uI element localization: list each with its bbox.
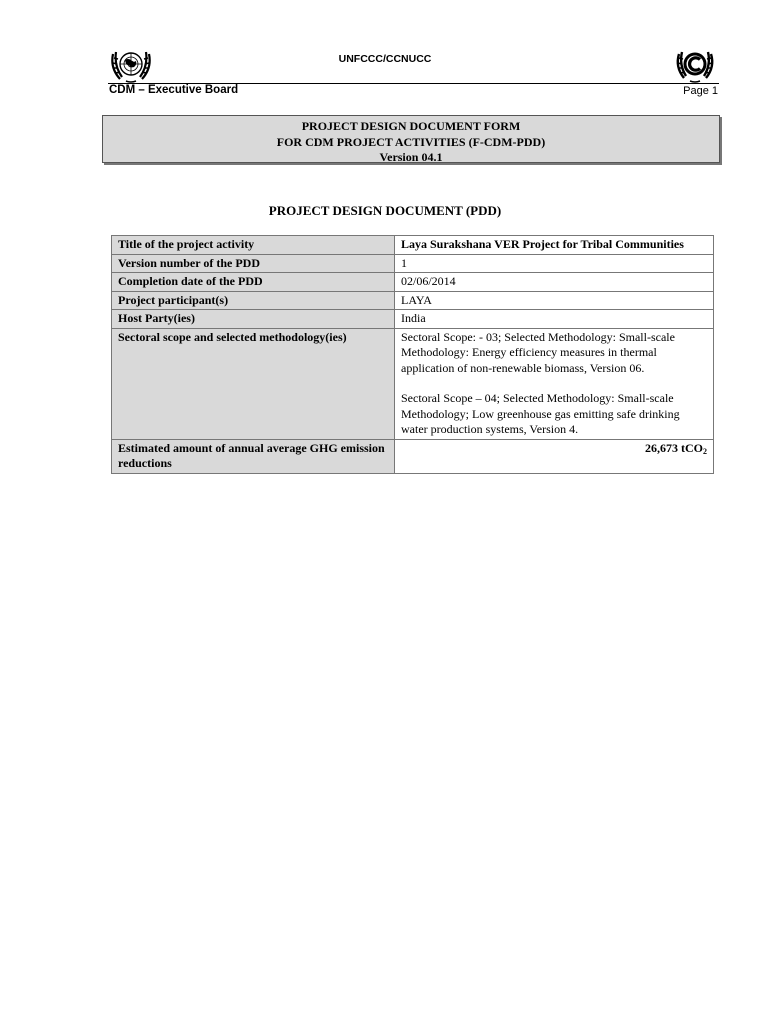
table-row — [112, 236, 714, 255]
emission-subscript: 2 — [703, 446, 707, 456]
form-title-line-2: FOR CDM PROJECT ACTIVITIES (F-CDM-PDD) — [276, 134, 546, 149]
table-row — [112, 328, 714, 439]
methodology-value — [395, 328, 714, 439]
table-row — [112, 291, 714, 310]
unfccc-emblem-icon — [672, 46, 718, 84]
table-row — [112, 310, 714, 329]
paragraph-spacer — [401, 376, 707, 391]
participant-value: LAYA — [395, 291, 714, 310]
project-title-value: Laya Surakshana VER Project for Tribal Communities — [395, 236, 714, 255]
form-version: Version 04.1 — [379, 150, 443, 164]
org-name: UNFCCC/CCNUCC — [338, 53, 432, 65]
row-label: Project participant(s) — [112, 291, 395, 310]
host-party-value: India — [395, 310, 714, 329]
emission-amount: 26,673 tCO — [645, 440, 703, 455]
row-label: Estimated amount of annual average GHG emission reductions — [112, 439, 395, 473]
table-row — [112, 273, 714, 292]
row-label: Host Party(ies) — [112, 310, 395, 329]
table-row — [112, 254, 714, 273]
table-row — [112, 439, 714, 473]
completion-date-value: 02/06/2014 — [395, 273, 714, 292]
emission-reduction-value — [395, 439, 714, 473]
row-label: Version number of the PDD — [112, 254, 395, 273]
row-label: Title of the project activity — [112, 236, 395, 255]
methodology-paragraph-2: Sectoral Scope – 04; Selected Methodology: Small-scale Methodology; Low greenhouse gas emitting safe drinking water production systems, Version 4. — [401, 391, 680, 436]
document-title: PROJECT DESIGN DOCUMENT (PDD) — [268, 203, 502, 218]
page-number: Page 1 — [683, 85, 718, 97]
project-info-table — [111, 235, 714, 474]
form-title-box — [102, 115, 720, 163]
form-title-line-1: PROJECT DESIGN DOCUMENT FORM — [301, 119, 521, 133]
un-emblem-icon — [108, 46, 154, 84]
methodology-paragraph-1: Sectoral Scope: - 03; Selected Methodology: Small-scale Methodology: Energy efficiency measures in thermal application of non-renewable biomass, Version 06. — [401, 329, 675, 375]
row-label: Sectoral scope and selected methodology(ies) — [112, 328, 395, 439]
row-label: Completion date of the PDD — [112, 273, 395, 292]
executive-board-label: CDM – Executive Board — [109, 84, 239, 96]
version-value: 1 — [395, 254, 714, 273]
